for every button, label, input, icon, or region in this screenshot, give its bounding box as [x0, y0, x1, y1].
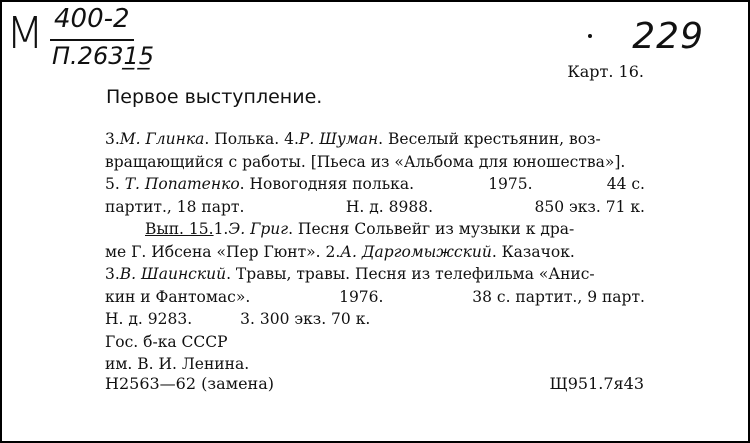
- text-segment: . Веселый крестьянин, воз-: [378, 130, 601, 148]
- ink-dot: [588, 34, 592, 38]
- composer-name: А. Даргомыжский: [340, 242, 492, 261]
- text-segment: вращающийся с работы. [Пьеса из «Альбома для юношества»].: [105, 152, 626, 171]
- body-line: [105, 196, 645, 219]
- handwritten-call-number: П.2631̲5̲: [52, 42, 155, 70]
- text-segment: 1.: [213, 220, 229, 238]
- body-line: [105, 263, 645, 286]
- card-body: [105, 128, 645, 376]
- library-stamp: Гос. б-ка СССР: [105, 332, 228, 351]
- body-line: [105, 151, 645, 174]
- body-line: [105, 128, 645, 151]
- page-count: 44 с.: [606, 175, 645, 193]
- handwritten-inventory-number: 229: [632, 16, 704, 57]
- classification-code: Щ951.7я43: [549, 374, 644, 393]
- text-segment: 3.: [105, 265, 120, 283]
- composer-name: Э. Григ: [228, 220, 289, 238]
- text-segment: 3.: [105, 130, 120, 148]
- card-order-number: Н2563—62 (замена): [105, 374, 274, 393]
- text-segment: . Казачок.: [491, 242, 575, 261]
- handwritten-fraction-line: [50, 39, 134, 41]
- body-line: [105, 331, 645, 354]
- publisher-number: Н. д. 9283.: [105, 310, 193, 328]
- publisher-number: Н. д. 8988.: [345, 197, 434, 216]
- library-stamp: им. В. И. Ленина.: [105, 355, 250, 373]
- handwritten-letter: М: [6, 8, 44, 59]
- text-segment: ме Г. Ибсена «Пер Гюнт». 2.: [105, 242, 341, 261]
- issue-number: Вып. 15.: [145, 220, 214, 238]
- text-segment: . Новогодняя полька.: [239, 175, 415, 193]
- composer-name: М. Глинка: [119, 130, 205, 148]
- body-line: [105, 286, 645, 309]
- text-segment: . Полька. 4.: [204, 130, 299, 148]
- body-line: [105, 241, 645, 264]
- card-title: Первое выступление.: [106, 86, 323, 108]
- year: 1976.: [339, 287, 384, 306]
- text-segment: кин и Фантомас».: [105, 287, 251, 306]
- text-segment: . Травы, травы. Песня из телефильма «Анис-: [226, 265, 595, 283]
- print-run: 3. 300 экз. 70 к.: [240, 310, 371, 328]
- text-segment: партит., 18 парт.: [105, 197, 245, 216]
- text-segment: . Песня Сольвейг из музыки к дра-: [288, 220, 575, 238]
- body-line: [105, 218, 645, 241]
- card-label: Карт. 16.: [567, 62, 644, 81]
- composer-name: В. Шаинский: [119, 265, 227, 283]
- body-line: [105, 353, 645, 376]
- print-run: 850 экз. 71 к.: [534, 197, 645, 216]
- year: 1975.: [488, 175, 533, 193]
- page-count: 38 с. партит., 9 парт.: [472, 287, 645, 306]
- body-line: [105, 173, 645, 196]
- composer-name: Т. Попатенко: [124, 175, 240, 193]
- body-line: [105, 308, 645, 331]
- composer-name: Р. Шуман: [298, 130, 379, 148]
- handwritten-shelf-number: 400-2: [54, 4, 130, 34]
- text-segment: 5.: [105, 175, 125, 193]
